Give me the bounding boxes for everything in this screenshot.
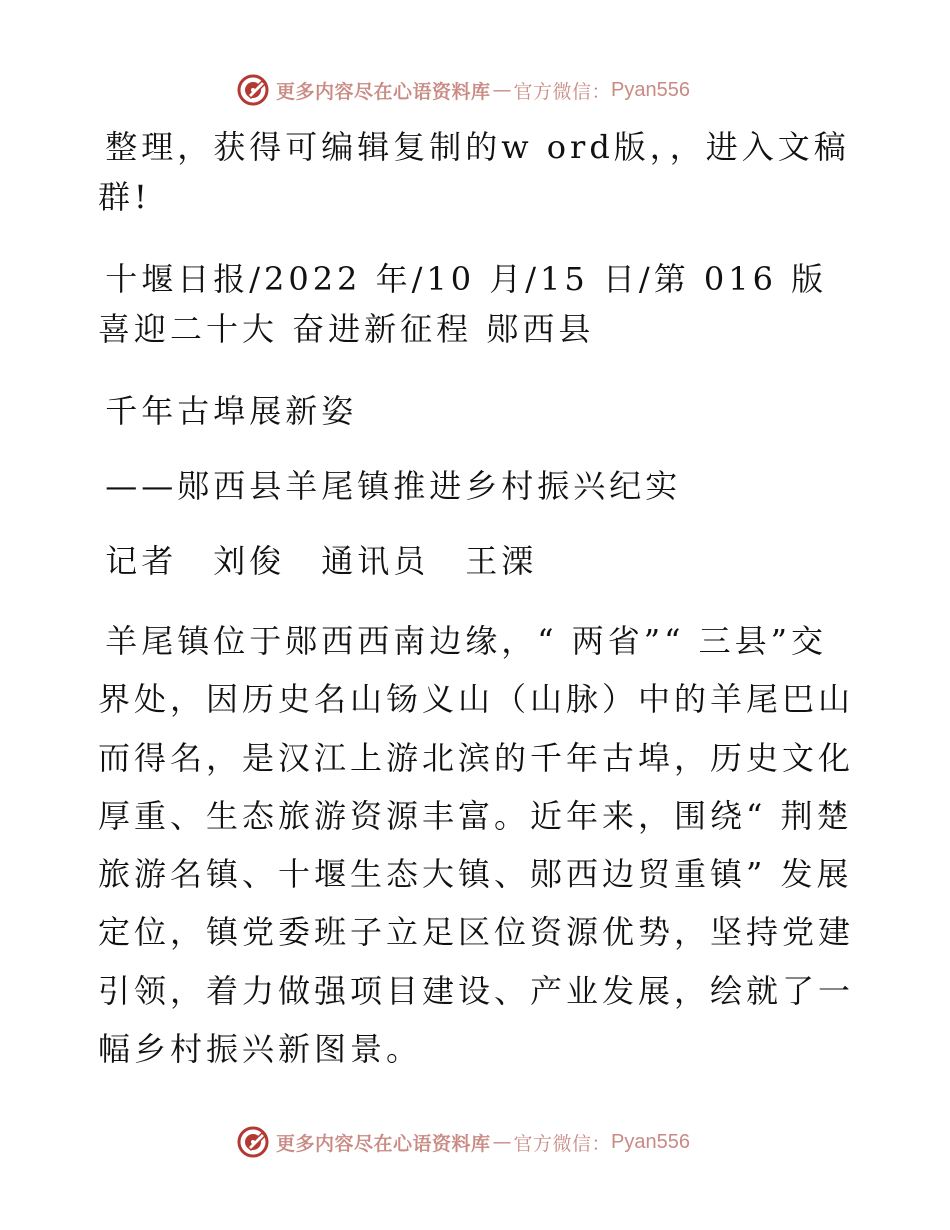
header-banner-content	[236, 70, 690, 110]
article-title-text: 千年古埠展新姿	[105, 392, 358, 430]
footer-watermark-banner	[0, 1122, 950, 1162]
paragraph-body-text: 羊尾镇位于郧西西南边缘，“ 两省”“ 三县”交界处，因历史名山钖义山（山脉）中的羊尾巴山而得名，是汉江上游北滨的千年古埠，历史文化厚重、生态旅游资源丰富。近年来，围绕“ 荆楚旅游名镇、十堰生态大镇、郧西边贸重镇” 发展定位，镇党委班子立足区位资源优势，坚持党建引领，着力做强项目建设、产业发展，绘就了一幅乡村振兴新图景。	[98, 622, 855, 1069]
paragraph-intro-text: 整理，获得可编辑复制的w ord版，，进入文稿群!	[98, 128, 850, 216]
banner-wechat-id: Pyan556	[611, 78, 690, 101]
article-subtitle	[98, 461, 858, 511]
banner-main-text: 更多内容尽在心语资料库	[276, 1132, 491, 1155]
footer-banner-content	[236, 1122, 690, 1162]
paragraph-intro	[98, 122, 858, 222]
article-byline-text: 记者 刘俊 通讯员 王溧	[105, 542, 538, 580]
banner-main-text: 更多内容尽在心语资料库	[276, 80, 491, 103]
banner-dash: —	[492, 79, 512, 101]
paragraph-body	[98, 612, 858, 1078]
paragraph-source-text: 十堰日报/2022 年/10 月/15 日/第 016 版喜迎二十大 奋进新征程 郧西县	[98, 260, 828, 348]
banner-wechat-label: 官方微信：	[513, 1132, 612, 1155]
pen-nib-logo-icon	[236, 1125, 270, 1159]
banner-wechat-label: 官方微信：	[513, 80, 612, 103]
paragraph-source	[98, 254, 858, 354]
banner-dash: —	[492, 1131, 512, 1153]
article-subtitle-text: ——郧西县羊尾镇推进乡村振兴纪实	[105, 467, 682, 505]
banner-wechat-id: Pyan556	[611, 1130, 690, 1153]
article-byline	[98, 536, 858, 586]
article-title	[98, 386, 858, 436]
pen-nib-logo-icon	[236, 73, 270, 107]
header-watermark-banner	[0, 70, 950, 110]
